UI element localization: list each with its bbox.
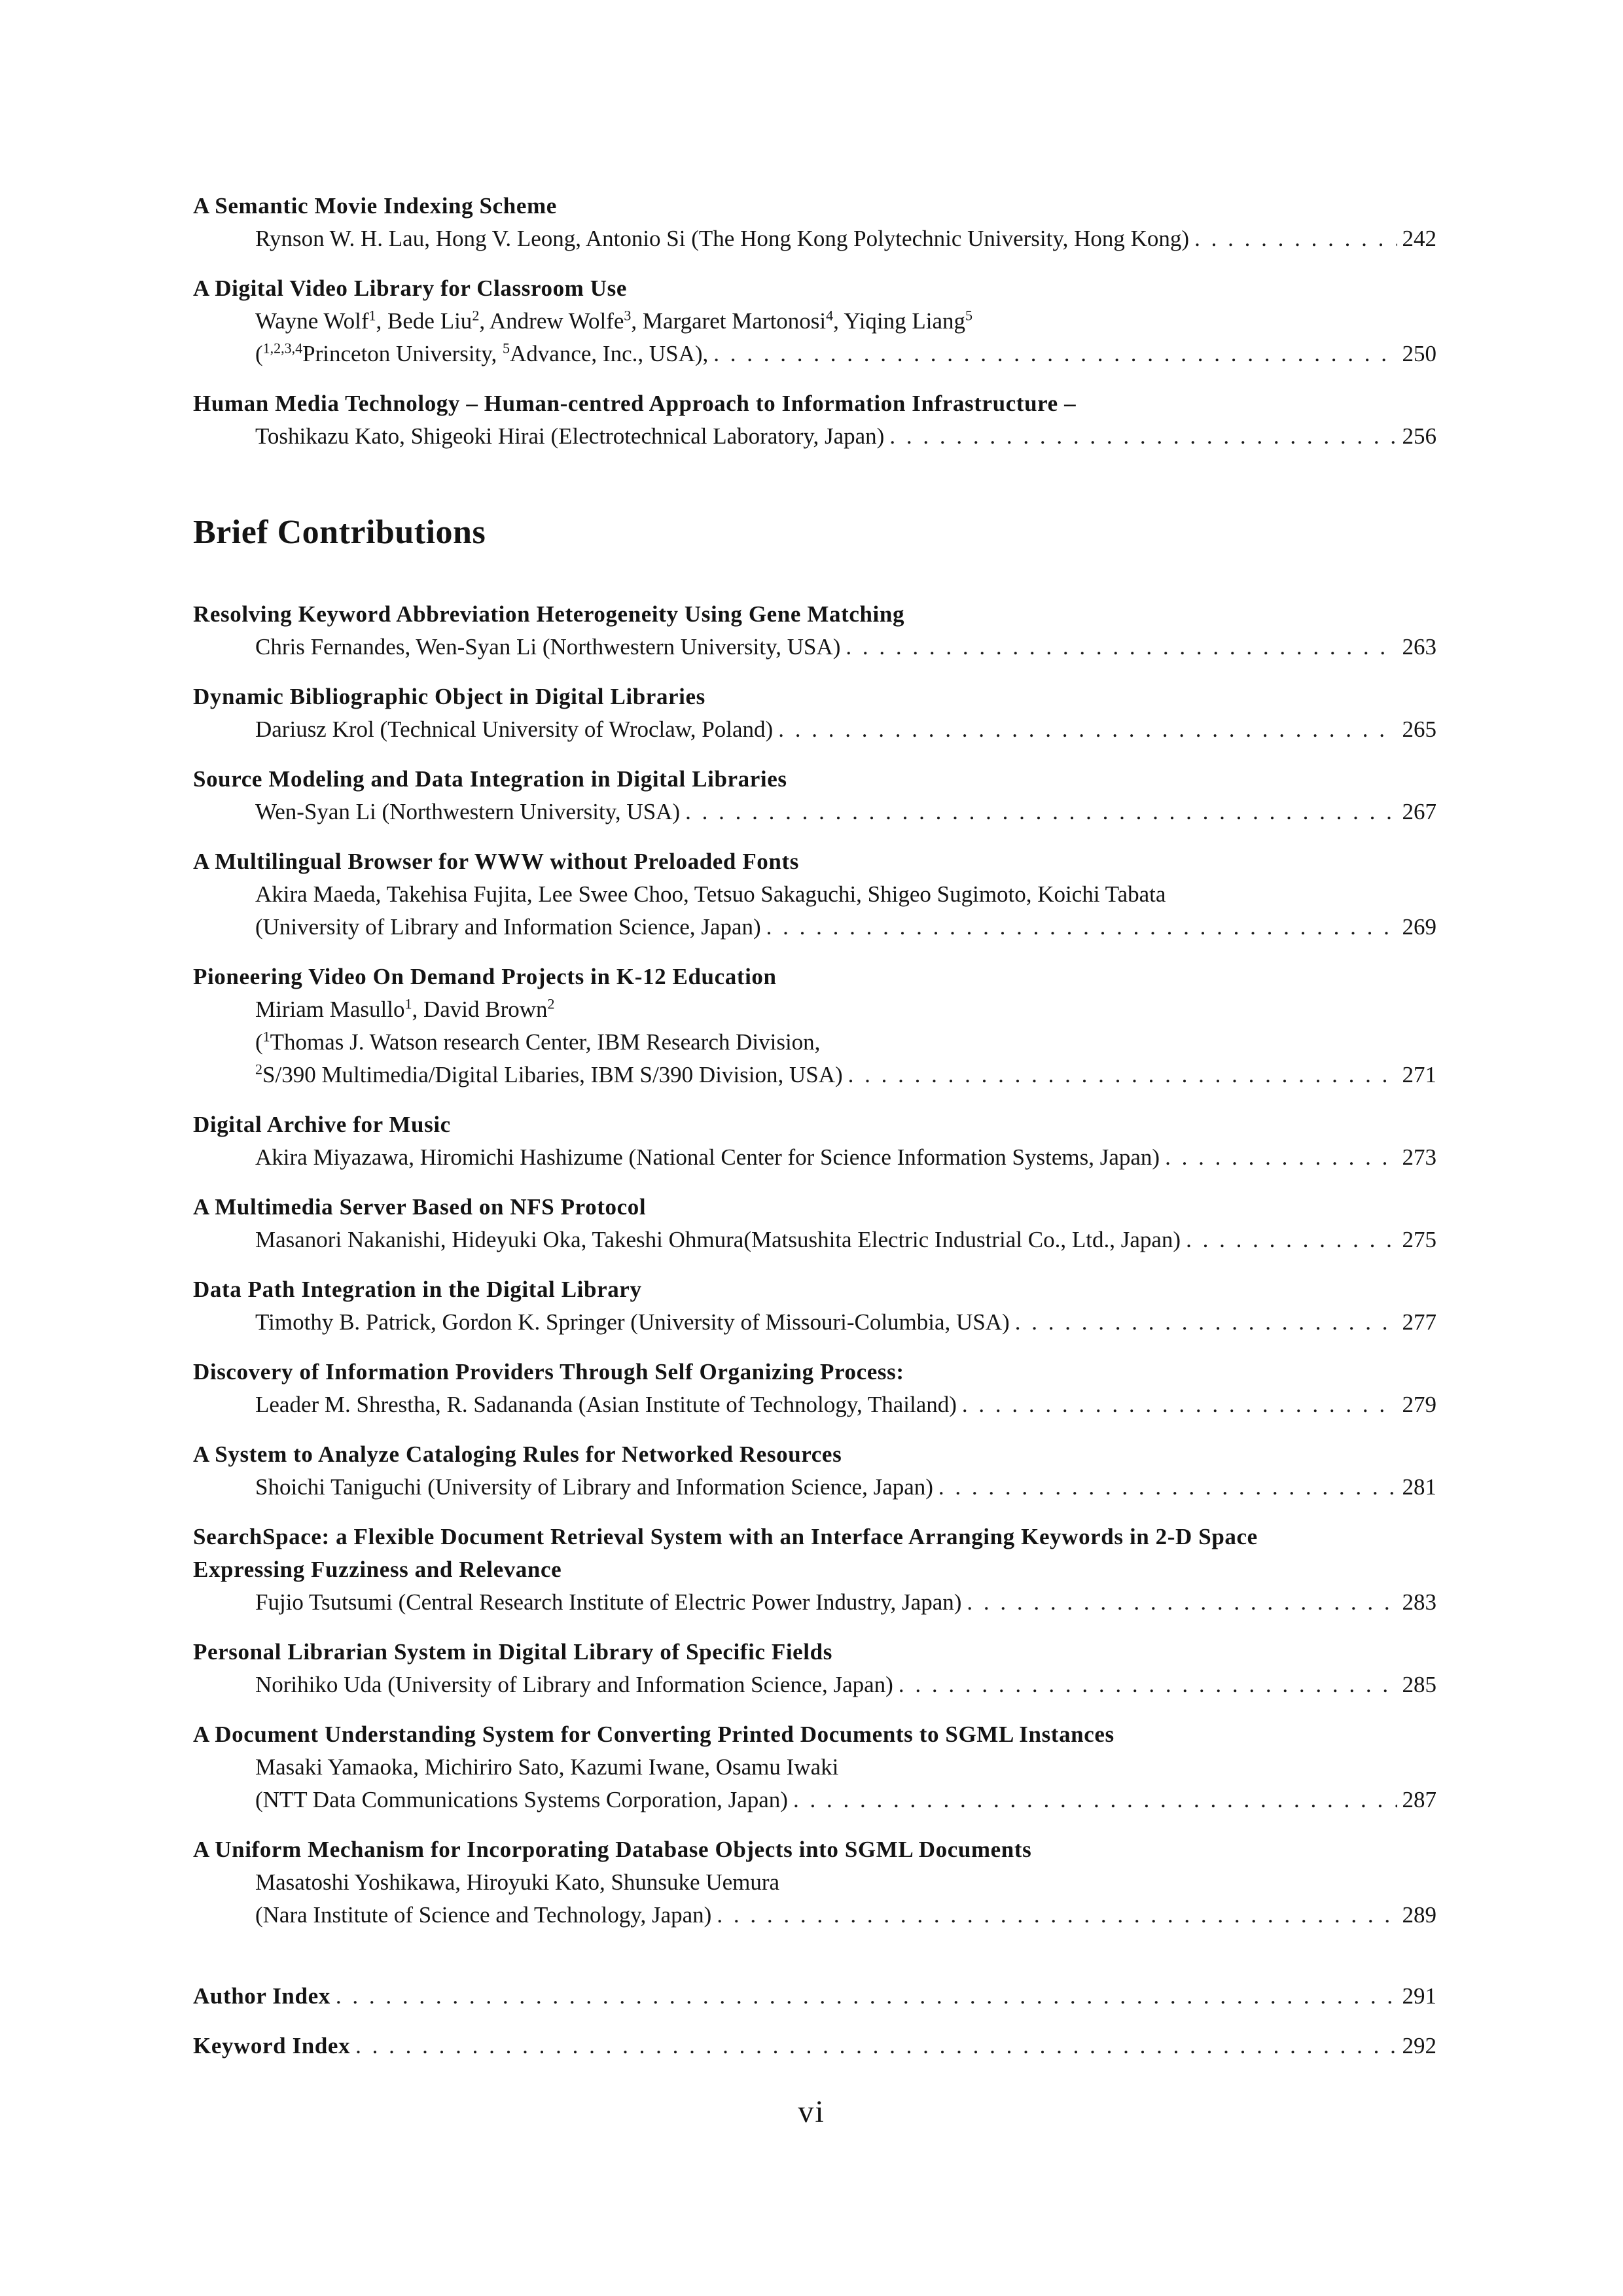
toc-entry	[193, 680, 1436, 746]
entry-author-line	[193, 222, 1436, 255]
entry-title: A Document Understanding System for Converting Printed Documents to SGML Instances	[193, 1722, 1115, 1747]
entry-author-line	[193, 1141, 1436, 1174]
toc-entry	[193, 1191, 1436, 1256]
entry-title: A Multimedia Server Based on NFS Protocol	[193, 1194, 647, 1220]
entry-author-line	[193, 305, 1436, 338]
entry-page-number: 269	[1402, 914, 1436, 940]
entry-author-line	[193, 1471, 1436, 1504]
dot-leader	[1015, 1306, 1397, 1339]
entry-authors: (Nara Institute of Science and Technology, Japan)	[255, 1902, 712, 1928]
entry-author-line	[193, 1586, 1436, 1619]
toc-entry	[193, 961, 1436, 1091]
dot-leader	[889, 420, 1397, 453]
entry-page-number: 287	[1402, 1787, 1436, 1812]
entry-author-line	[193, 420, 1436, 453]
dot-leader	[336, 1980, 1397, 2013]
entry-title: Source Modeling and Data Integration in Digital Libraries	[193, 766, 787, 792]
toc-entry	[193, 1438, 1436, 1504]
entry-title: A System to Analyze Cataloging Rules for Networked Resources	[193, 1441, 842, 1467]
entry-author-line	[193, 631, 1436, 663]
toc-entry	[193, 1273, 1436, 1339]
entry-author-line	[193, 1026, 1436, 1059]
entry-authors: $^2$S/390 Multimedia/Digital Libaries, IBM S/390 Division, USA)	[255, 1061, 843, 1087]
entry-page-number: 265	[1402, 716, 1436, 742]
entry-title: Personal Librarian System in Digital Library of Specific Fields	[193, 1639, 832, 1665]
entry-title: Data Path Integration in the Digital Library	[193, 1277, 642, 1302]
entry-authors: (NTT Data Communications Systems Corporation, Japan)	[255, 1787, 788, 1812]
index-page-number: 291	[1402, 1983, 1436, 2009]
entry-page-number: 289	[1402, 1902, 1436, 1928]
entry-title: A Digital Video Library for Classroom Use	[193, 275, 628, 301]
dot-leader	[1186, 1224, 1397, 1256]
entry-title: A Semantic Movie Indexing Scheme	[193, 193, 557, 219]
toc-entry	[193, 1356, 1436, 1421]
entry-page-number: 256	[1402, 423, 1436, 449]
entry-title: Digital Archive for Music	[193, 1112, 451, 1137]
page-number: vi	[798, 2094, 825, 2129]
entry-page-number: 263	[1402, 634, 1436, 660]
dot-leader	[766, 911, 1397, 944]
entry-page-number: 273	[1402, 1144, 1436, 1170]
dot-leader	[1194, 222, 1397, 255]
toc-entry	[193, 845, 1436, 944]
entry-title: Pioneering Video On Demand Projects in K-12 Education	[193, 964, 777, 989]
section-heading: Brief Contributions	[193, 514, 486, 551]
toc-entry	[193, 1718, 1436, 1816]
toc-entries-brief	[193, 598, 1436, 1932]
index-entry	[193, 2030, 1436, 2062]
entry-title: A Multilingual Browser for WWW without Preloaded Fonts	[193, 849, 799, 874]
index-label: Keyword Index	[193, 2033, 351, 2058]
entry-title: Human Media Technology – Human-centred Approach to Information Infrastructure –	[193, 391, 1077, 416]
dot-leader	[685, 796, 1397, 828]
entry-page-number: 271	[1402, 1062, 1436, 1087]
entry-authors: Wen-Syan Li (Northwestern University, USA)	[255, 799, 681, 824]
toc-entry	[193, 1636, 1436, 1701]
entry-author-line	[193, 1669, 1436, 1701]
entry-author-line	[193, 713, 1436, 746]
dot-leader	[846, 631, 1397, 663]
toc-entry	[193, 1833, 1436, 1932]
dot-leader	[1165, 1141, 1397, 1174]
dot-leader	[355, 2030, 1397, 2062]
entry-author-line	[193, 1059, 1436, 1091]
entry-authors: Fujio Tsutsumi (Central Research Institute of Electric Power Industry, Japan)	[255, 1589, 962, 1615]
dot-leader	[967, 1586, 1397, 1619]
entry-author-line	[193, 993, 1436, 1026]
entry-author-line	[193, 796, 1436, 828]
entry-page-number: 279	[1402, 1392, 1436, 1417]
index-label: Author Index	[193, 1983, 330, 2009]
entry-authors: Wayne Wolf$^1$, Bede Liu$^2$, Andrew Wolfe$^3$, Margaret Martonosi$^4$, Yiqing Liang$^5$	[255, 307, 973, 334]
entry-authors: ($^{1,2,3,4}$Princeton University, $^5$Advance, Inc., USA),	[255, 340, 709, 366]
dot-leader	[899, 1669, 1397, 1701]
entry-authors: Leader M. Shrestha, R. Sadananda (Asian Institute of Technology, Thailand)	[255, 1392, 957, 1417]
dot-leader	[778, 713, 1397, 746]
toc-entry	[193, 1108, 1436, 1174]
dot-leader	[848, 1059, 1397, 1091]
entry-title: SearchSpace: a Flexible Document Retrieval System with an Interface Arranging Keywords in 2-D Space	[193, 1524, 1258, 1549]
entry-authors: Chris Fernandes, Wen-Syan Li (Northwestern University, USA)	[255, 634, 841, 660]
entry-authors: Masanori Nakanishi, Hideyuki Oka, Takeshi Ohmura(Matsushita Electric Industrial Co., Ltd., Japan)	[255, 1227, 1181, 1252]
entry-authors: Shoichi Taniguchi (University of Library and Information Science, Japan)	[255, 1474, 933, 1500]
toc-entry	[193, 763, 1436, 828]
entry-page-number: 267	[1402, 799, 1436, 824]
entry-authors: Timothy B. Patrick, Gordon K. Springer (University of Missouri-Columbia, USA)	[255, 1309, 1010, 1335]
toc-entries-top	[193, 190, 1436, 453]
entry-authors: Rynson W. H. Lau, Hong V. Leong, Antonio Si (The Hong Kong Polytechnic University, Hong Kong)	[255, 226, 1190, 251]
entry-authors: Masaki Yamaoka, Michiriro Sato, Kazumi Iwane, Osamu Iwaki	[255, 1754, 839, 1780]
entry-authors: ($^1$Thomas J. Watson research Center, IBM Research Division,	[255, 1028, 821, 1055]
toc-entry	[193, 1521, 1436, 1619]
entry-author-line	[193, 1306, 1436, 1339]
index-page-number: 292	[1402, 2033, 1436, 2058]
entry-page-number: 250	[1402, 341, 1436, 366]
entry-title: Dynamic Bibliographic Object in Digital Libraries	[193, 684, 705, 709]
toc-entry	[193, 387, 1436, 453]
entry-authors: Miriam Masullo$^1$, David Brown$^2$	[255, 995, 555, 1022]
entry-page-number: 283	[1402, 1589, 1436, 1615]
entry-author-line	[193, 1784, 1436, 1816]
entry-page-number: 277	[1402, 1309, 1436, 1335]
toc-entry	[193, 598, 1436, 663]
entry-authors: Akira Maeda, Takehisa Fujita, Lee Swee Choo, Tetsuo Sakaguchi, Shigeo Sugimoto, Koichi Tabata	[255, 881, 1166, 907]
entry-title: Resolving Keyword Abbreviation Heterogeneity Using Gene Matching	[193, 601, 905, 627]
entry-page-number: 281	[1402, 1474, 1436, 1500]
entry-author-line	[193, 878, 1436, 911]
entry-page-number: 275	[1402, 1227, 1436, 1252]
toc-entry	[193, 190, 1436, 255]
entry-authors: Masatoshi Yoshikawa, Hiroyuki Kato, Shunsuke Uemura	[255, 1869, 780, 1895]
entry-author-line	[193, 911, 1436, 944]
entry-title-continued: Expressing Fuzziness and Relevance	[193, 1557, 562, 1582]
index-entry	[193, 1980, 1436, 2013]
entry-authors: Toshikazu Kato, Shigeoki Hirai (Electrotechnical Laboratory, Japan)	[255, 423, 885, 449]
entry-author-line	[193, 1388, 1436, 1421]
entry-page-number: 285	[1402, 1672, 1436, 1697]
entry-authors: Akira Miyazawa, Hiromichi Hashizume (National Center for Science Information Systems, Japan)	[255, 1144, 1160, 1170]
dot-leader	[938, 1471, 1397, 1504]
entry-author-line	[193, 1899, 1436, 1932]
entry-author-line	[193, 1866, 1436, 1899]
entry-page-number: 242	[1402, 226, 1436, 251]
dot-leader	[717, 1899, 1397, 1932]
entry-author-line	[193, 338, 1436, 370]
entry-author-line	[193, 1224, 1436, 1256]
entry-title: A Uniform Mechanism for Incorporating Database Objects into SGML Documents	[193, 1837, 1032, 1862]
entry-author-line	[193, 1751, 1436, 1784]
toc-entry	[193, 272, 1436, 370]
entry-authors: Dariusz Krol (Technical University of Wroclaw, Poland)	[255, 716, 774, 742]
entry-authors: Norihiko Uda (University of Library and Information Science, Japan)	[255, 1672, 893, 1697]
dot-leader	[962, 1388, 1397, 1421]
entry-authors: (University of Library and Information Science, Japan)	[255, 914, 761, 940]
dot-leader	[793, 1784, 1397, 1816]
entry-title: Discovery of Information Providers Through Self Organizing Process:	[193, 1359, 904, 1385]
toc-page	[193, 190, 1436, 2079]
dot-leader	[713, 338, 1397, 370]
index-entries	[193, 1980, 1436, 2062]
